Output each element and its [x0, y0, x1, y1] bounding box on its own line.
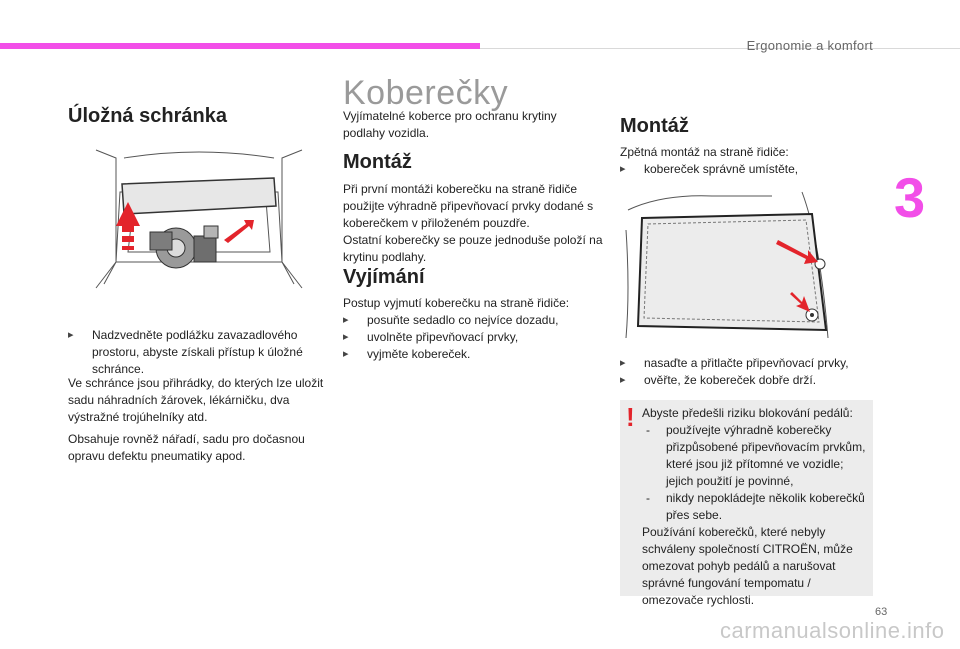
warning-icon: ! — [626, 402, 635, 432]
warning-text: Abyste předešli riziku blokování pedálů: - používejte výhradně koberečky přizpůsobené připevňovacím prvkům, které jsou již přítomné ve vozidle; jejich použití je povinné, - nikdy nepokládejte několik koberečků přes sebe. Používání koberečků, které nebyly schváleny společností CITROËN, může omezovat pohyb pedálů a narušovat správné fungování tempomatu / omezovače rychlosti. — [642, 405, 870, 609]
bullet-icon: ▸ — [620, 163, 626, 175]
section-title: Ergonomie a komfort — [746, 38, 873, 53]
montaz-text-2: Ostatní koberečky se pouze jednoduše položí na krytinu podlahy. — [343, 233, 603, 264]
mounting-title: Montáž — [620, 115, 689, 137]
bullet-icon: ▸ — [620, 374, 626, 386]
watermark: carmanualsonline.info — [720, 618, 945, 643]
vyjimani-intro: Postup vyjmutí koberečku na straně řidiče: — [343, 296, 570, 310]
bullet-icon: ▸ — [68, 329, 74, 341]
chapter-number: 3 — [894, 166, 926, 229]
mounting-intro: Zpětná montáž na straně řidiče: — [620, 145, 789, 159]
bullet-icon: ▸ — [343, 314, 349, 326]
mounting-steps: ▸ nasaďte a přitlačte připevňovací prvky, ▸ ověřte, že kobereček dobře drží. — [620, 356, 849, 387]
montaz-text: Při první montáži koberečku na straně řidiče použijte výhradně připevňovací prvky dodané s koberečkem v přiloženém pouzdře. — [343, 182, 594, 230]
header-divider — [480, 48, 960, 49]
bullet-icon: ▸ — [343, 348, 349, 360]
mounting-intro-list: Zpětná montáž na straně řidiče: ▸ kobereček správně umístěte, — [620, 144, 880, 178]
storage-bullet: ▸ Nadzvedněte podlážku zavazadlového prostoru, abyste získali přístup k úložné schránce. — [68, 328, 303, 376]
header-accent-bar — [0, 43, 480, 49]
storage-paragraph-2: Obsahuje rovněž nářadí, sadu pro dočasnou opravu defektu pneumatiky apod. — [68, 432, 305, 463]
warning-intro: Abyste předešli riziku blokování pedálů: — [642, 406, 853, 420]
warning-outro: Používání koberečků, které nebyly schváleny společností CITROËN, může omezovat pohyb pedálů a narušovat správné fungování tempomatu / omezovače rychlosti. — [642, 525, 853, 607]
vyjimani-title: Vyjímání — [343, 266, 425, 288]
trunk-storage-illustration — [94, 144, 304, 294]
bullet-icon: ▸ — [343, 331, 349, 343]
storage-title: Úložná schránka — [68, 105, 227, 127]
bullet-icon: ▸ — [620, 357, 626, 369]
floor-mat-illustration — [622, 190, 836, 340]
mats-title: Koberečky — [343, 74, 509, 112]
mats-intro: Vyjímatelné koberce pro ochranu krytiny podlahy vozidla. — [343, 109, 557, 140]
montaz-title: Montáž — [343, 151, 412, 173]
vyjimani-list: Postup vyjmutí koberečku na straně řidiče: ▸ posuňte sedadlo co nejvíce dozadu, ▸ uvolněte připevňovací prvky, ▸ vyjměte kobereček. — [343, 295, 605, 363]
storage-paragraph-1: Ve schránce jsou přihrádky, do kterých lze uložit sadu náhradních žárovek, lékárničku, dva výstražné trojúhelníky atd. — [68, 376, 324, 424]
page-number: 63 — [875, 606, 888, 618]
